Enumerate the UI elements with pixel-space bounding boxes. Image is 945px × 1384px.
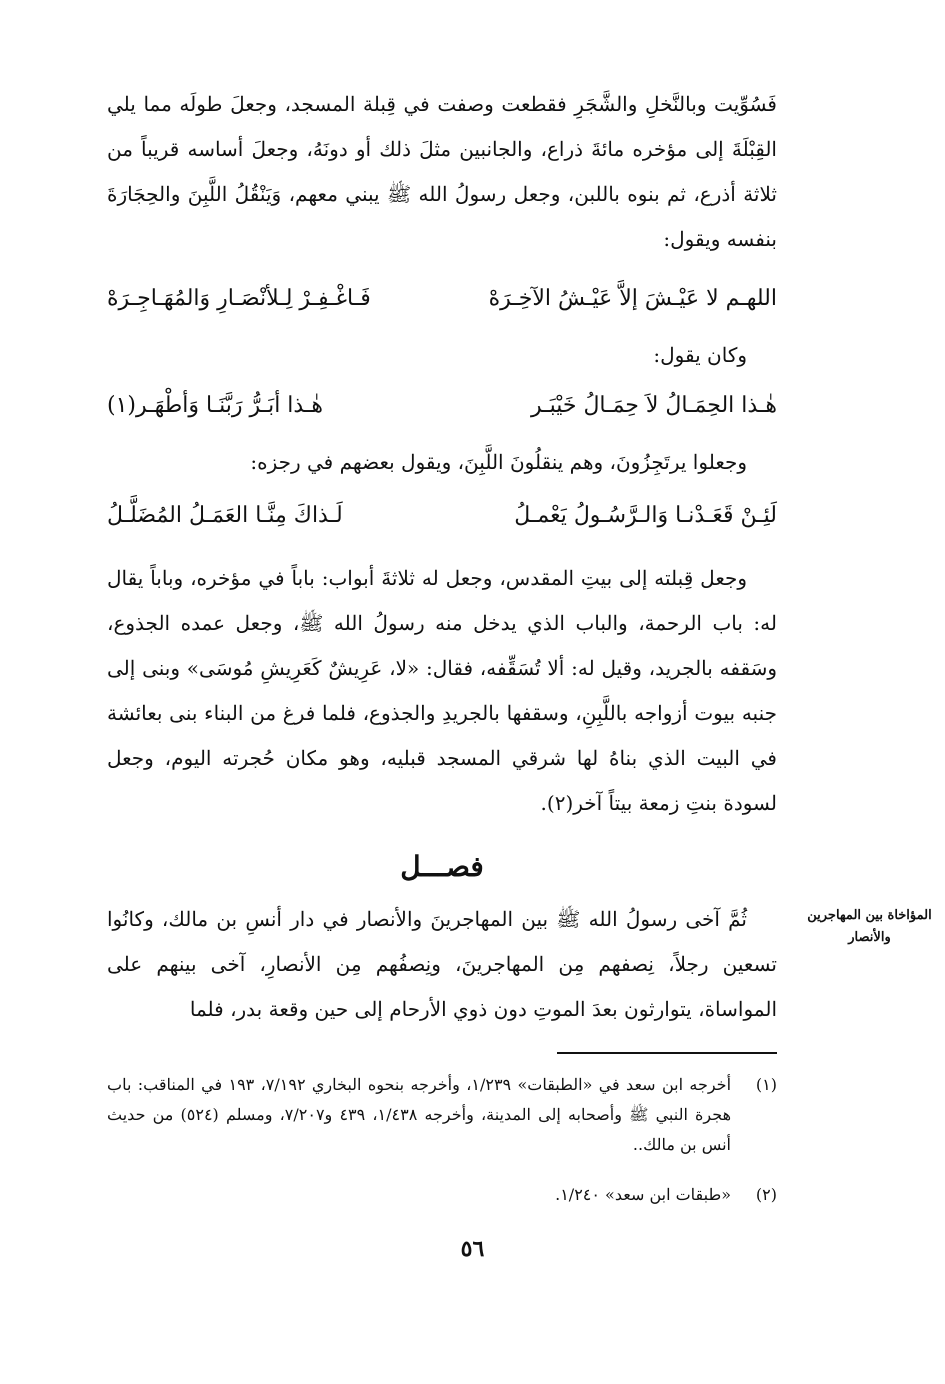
verse-2-second-hemistich: هٰـذا أبَـرُّ رَبَّنَـا وَأطْهَـر(١): [107, 392, 324, 418]
paragraph-rajaz: وجعلوا يرتَجِزُونَ، وهم ينقلُونَ اللَّبِنَ، ويقول بعضهم في رجزه:: [250, 450, 747, 474]
page-number: ٥٦: [460, 1236, 485, 1262]
footnote-1-text: أخرجه ابن سعد في «الطبقات» ١/٢٣٩، وأخرجه بنحوه البخاري ٧/١٩٢، ١٩٣ في المناقب: باب هجرة النبي ﷺ وأصحابه إلى المدينة، وأخرجه ١/٤٣٨، ٤٣٩ و٧/٢٠٧، ومسلم (٥٢٤) من حديث أنس بن مالك..: [107, 1075, 732, 1154]
verse-1: [107, 278, 777, 318]
verse-3: [107, 495, 777, 535]
verse-1-second-hemistich: فَـاغْـفِـرْ لِـلأنْصَـارِ وَالمُهَـاجِـرَهْ: [107, 285, 371, 311]
verse-3-second-hemistich: لَـذاكَ مِنَّـا العَمَـلُ المُضَلَّـلُ: [107, 502, 343, 528]
paragraph-muakhah: ثُمَّ آخى رسولُ الله ﷺ بين المهاجرينَ والأنصار في دار أنسِ بن مالك، وكانُوا تسعين رجلاً، نِصفهم مِن المهاجرينَ، ونِصفُهم مِن الأنصارِ، آخى بينهم على المواساة، يتوارثون بعدَ الموتِ دون ذوي الأرحام إلى حين وقعة بدر، فلما: [107, 907, 777, 1021]
footnote-2-number: (٢): [755, 1185, 777, 1204]
footnote-divider: [557, 1052, 777, 1054]
verse-2: [107, 385, 777, 425]
paragraph-construction: فَسُوِّيت وبالنَّخلِ والشَّجَرِ فقطعت وصفت في قِبلة المسجد، وجعلَ طولَه مما يلي القِبْلَةَ إلى مؤخره مائةَ ذراع، والجانبين مثلَ ذلك أو دونَهُ، وجعلَ أساسه قريباً من ثلاثة أذرع، ثم بنوه باللبن، وجعل رسولُ الله ﷺ يبني معهم، وَيَنْقُلُ اللَّبِنَ والحِجَارَةَ بنفسه ويقول:: [107, 92, 778, 251]
paragraph-qibla: وجعل قِبلته إلى بيتِ المقدس، وجعل له ثلاثةَ أبواب: باباً في مؤخره، وباباً يقال له: باب الرحمة، والباب الذي يدخل منه رسولُ الله ﷺ، وجعل عمده الجذوع، وسَقفه بالجريد، وقيل له: ألا تُسَقِّفه، فقال: «لا، عَرِيشٌ كَعَرِيشِ مُوسَى» وبنى إلى جنبه بيوت أزواجه باللَّبِنِ، وسقفها بالجريدِ والجذوع، فلما فرغ من البناء بنى بعائشة في البيت الذي بناهُ لها شرقي المسجد قبليه، وهو مكان حُجرته اليوم، وجعل لسودة بنتِ زمعة بيتاً آخر(٢).: [107, 566, 777, 815]
footnote-1: [107, 1070, 777, 1160]
verse-2-first-hemistich: هٰـذا الحِمَـالُ لاَ حِمَـالُ خَيْبَـر: [530, 392, 777, 418]
footnote-1-number: (١): [755, 1075, 777, 1094]
verse-1-first-hemistich: اللهـم لا عَيْـشَ إلاَّ عَيْـشُ الآخِـرَهْ: [488, 285, 777, 311]
section-heading: فصـــل: [400, 850, 484, 883]
paragraph-kana-yaqul: وكان يقول:: [653, 343, 747, 367]
verse-3-first-hemistich: لَئِـنْ قَعَـدْنـا وَالـرَّسُـولُ يَعْمـلُ: [514, 502, 777, 528]
margin-note: المؤاخاة بين المهاجرين والأنصار: [807, 908, 932, 945]
footnote-2: [107, 1180, 777, 1210]
footnote-2-text: «طبقات ابن سعد» ١/٢٤٠.: [555, 1185, 731, 1204]
